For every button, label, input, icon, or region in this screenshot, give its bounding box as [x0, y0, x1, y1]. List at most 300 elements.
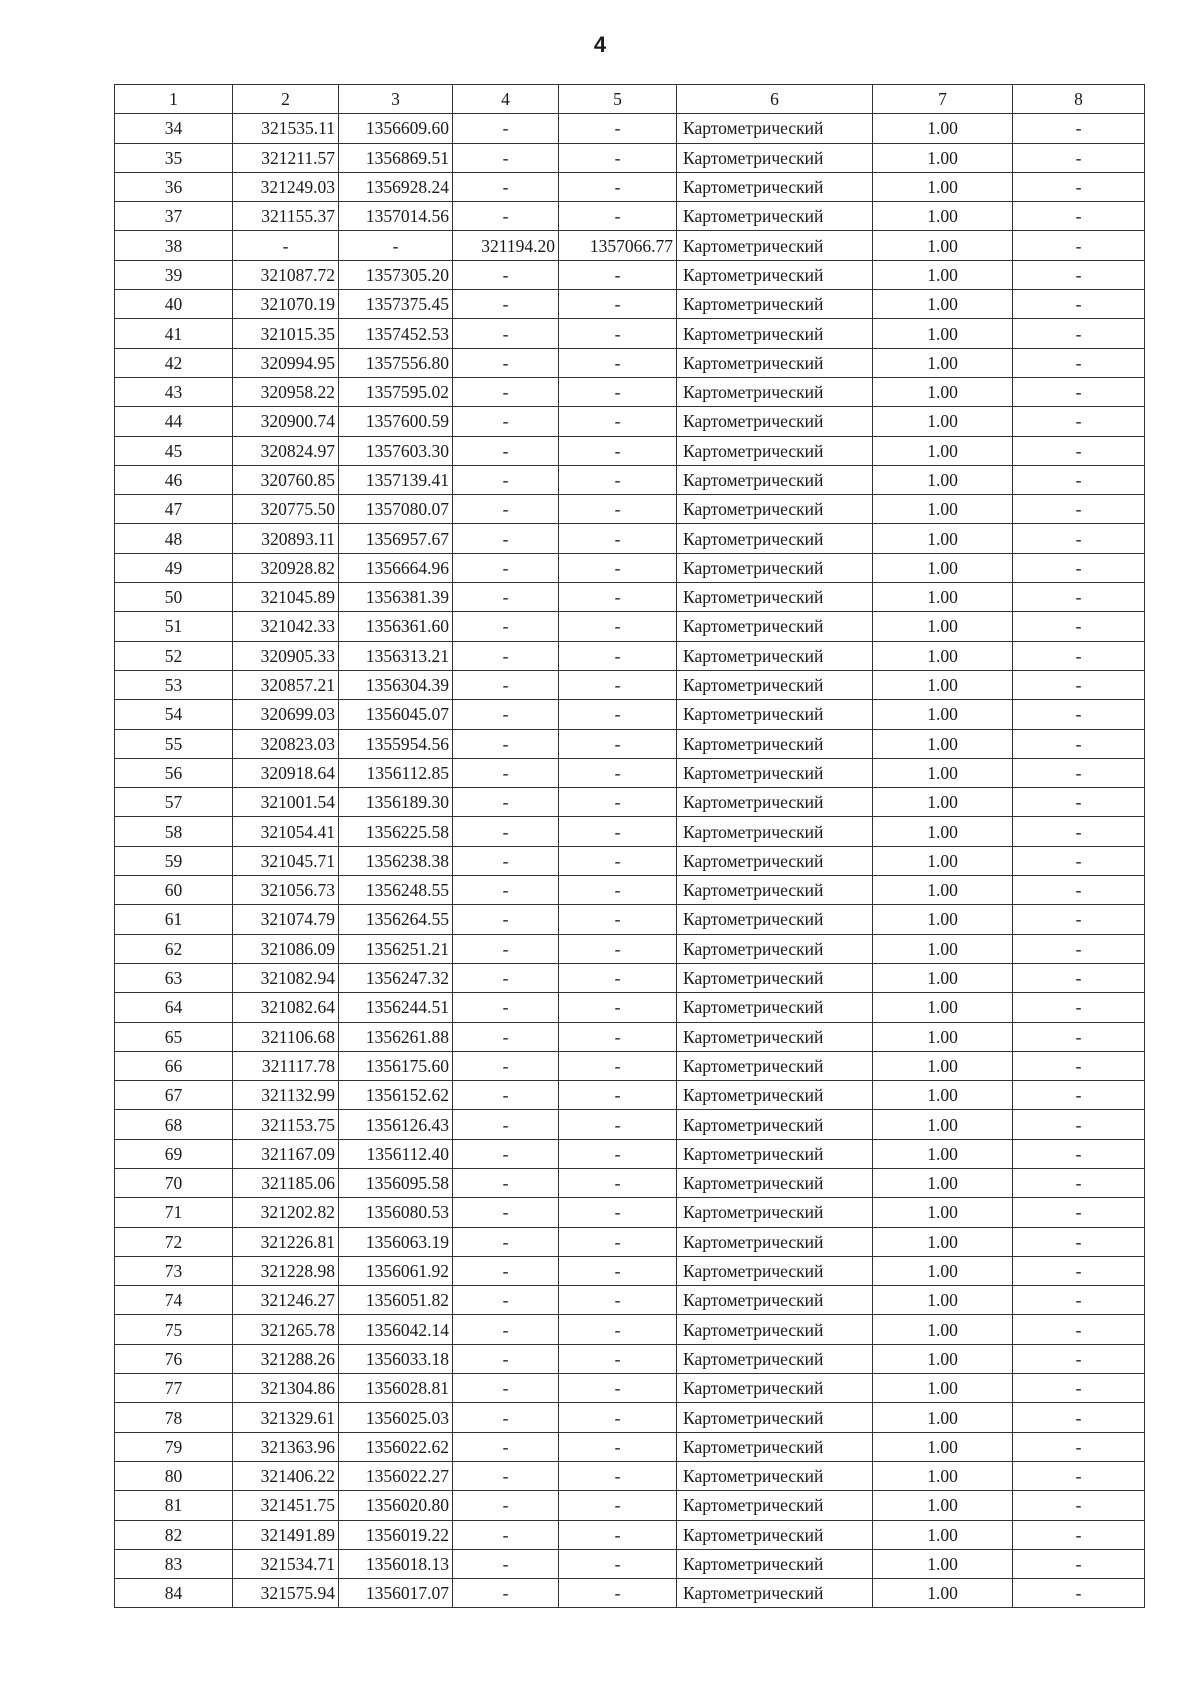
cell-point-number: 57: [115, 788, 233, 817]
cell-y-coordinate-alt: -: [559, 905, 677, 934]
cell-x-coordinate-alt: -: [453, 407, 559, 436]
cell-accuracy: 1.00: [873, 231, 1013, 260]
table-row: [115, 729, 1145, 758]
cell-method: Картометрический: [677, 436, 873, 465]
cell-y-coordinate-alt: -: [559, 993, 677, 1022]
table-row: [115, 1461, 1145, 1490]
cell-accuracy: 1.00: [873, 202, 1013, 231]
cell-accuracy: 1.00: [873, 993, 1013, 1022]
cell-point-number: 43: [115, 377, 233, 406]
cell-x-coordinate-alt: -: [453, 846, 559, 875]
table-row: [115, 377, 1145, 406]
cell-y-coordinate: 1357375.45: [339, 290, 453, 319]
cell-accuracy: 1.00: [873, 407, 1013, 436]
table-row: [115, 465, 1145, 494]
cell-x-coordinate: 320900.74: [233, 407, 339, 436]
cell-y-coordinate-alt: -: [559, 1432, 677, 1461]
table-row: [115, 817, 1145, 846]
cell-method: Картометрический: [677, 670, 873, 699]
cell-point-number: 35: [115, 143, 233, 172]
cell-y-coordinate-alt: -: [559, 1022, 677, 1051]
cell-description: -: [1013, 290, 1145, 319]
cell-x-coordinate: 321045.71: [233, 846, 339, 875]
table-row: [115, 524, 1145, 553]
cell-description: -: [1013, 1432, 1145, 1461]
cell-x-coordinate-alt: -: [453, 114, 559, 143]
table-row: [115, 583, 1145, 612]
cell-point-number: 81: [115, 1491, 233, 1520]
cell-description: -: [1013, 788, 1145, 817]
cell-y-coordinate: 1356247.32: [339, 963, 453, 992]
cell-y-coordinate: 1356244.51: [339, 993, 453, 1022]
cell-accuracy: 1.00: [873, 172, 1013, 201]
cell-description: -: [1013, 700, 1145, 729]
cell-y-coordinate-alt: -: [559, 641, 677, 670]
column-header-7: 7: [873, 85, 1013, 114]
cell-y-coordinate-alt: -: [559, 1139, 677, 1168]
cell-y-coordinate-alt: -: [559, 1315, 677, 1344]
cell-y-coordinate: 1356126.43: [339, 1110, 453, 1139]
cell-accuracy: 1.00: [873, 1227, 1013, 1256]
cell-x-coordinate: 321246.27: [233, 1286, 339, 1315]
cell-x-coordinate: 321211.57: [233, 143, 339, 172]
cell-accuracy: 1.00: [873, 114, 1013, 143]
cell-description: -: [1013, 963, 1145, 992]
cell-point-number: 47: [115, 495, 233, 524]
table-row: [115, 202, 1145, 231]
cell-description: -: [1013, 1110, 1145, 1139]
table-row: [115, 1520, 1145, 1549]
cell-accuracy: 1.00: [873, 1579, 1013, 1608]
cell-y-coordinate-alt: -: [559, 1168, 677, 1197]
cell-x-coordinate-alt: -: [453, 1520, 559, 1549]
cell-x-coordinate: 321082.94: [233, 963, 339, 992]
cell-description: -: [1013, 1198, 1145, 1227]
cell-x-coordinate-alt: -: [453, 641, 559, 670]
cell-x-coordinate: 320905.33: [233, 641, 339, 670]
cell-point-number: 80: [115, 1461, 233, 1490]
cell-y-coordinate-alt: -: [559, 1286, 677, 1315]
cell-point-number: 42: [115, 348, 233, 377]
cell-accuracy: 1.00: [873, 1491, 1013, 1520]
cell-method: Картометрический: [677, 817, 873, 846]
cell-y-coordinate: 1356033.18: [339, 1344, 453, 1373]
cell-method: Картометрический: [677, 934, 873, 963]
cell-x-coordinate-alt: -: [453, 788, 559, 817]
cell-x-coordinate: 321070.19: [233, 290, 339, 319]
table-header-row: [115, 85, 1145, 114]
cell-description: -: [1013, 1374, 1145, 1403]
cell-description: -: [1013, 202, 1145, 231]
cell-y-coordinate: 1356313.21: [339, 641, 453, 670]
cell-y-coordinate: 1356225.58: [339, 817, 453, 846]
cell-accuracy: 1.00: [873, 1461, 1013, 1490]
cell-accuracy: 1.00: [873, 1081, 1013, 1110]
cell-x-coordinate: 321202.82: [233, 1198, 339, 1227]
cell-y-coordinate-alt: -: [559, 1579, 677, 1608]
cell-y-coordinate: 1357305.20: [339, 260, 453, 289]
cell-point-number: 54: [115, 700, 233, 729]
cell-point-number: 70: [115, 1168, 233, 1197]
cell-accuracy: 1.00: [873, 1374, 1013, 1403]
cell-y-coordinate: 1356869.51: [339, 143, 453, 172]
cell-x-coordinate-alt: -: [453, 1081, 559, 1110]
cell-method: Картометрический: [677, 876, 873, 905]
cell-x-coordinate-alt: -: [453, 1256, 559, 1285]
cell-accuracy: 1.00: [873, 1520, 1013, 1549]
table-row: [115, 846, 1145, 875]
table-row: [115, 1139, 1145, 1168]
cell-y-coordinate-alt: -: [559, 319, 677, 348]
cell-method: Картометрический: [677, 993, 873, 1022]
cell-y-coordinate-alt: -: [559, 876, 677, 905]
cell-accuracy: 1.00: [873, 436, 1013, 465]
cell-method: Картометрический: [677, 260, 873, 289]
cell-point-number: 67: [115, 1081, 233, 1110]
cell-method: Картометрический: [677, 612, 873, 641]
cell-y-coordinate: 1356304.39: [339, 670, 453, 699]
cell-method: Картометрический: [677, 788, 873, 817]
cell-x-coordinate-alt: -: [453, 319, 559, 348]
table-row: [115, 1579, 1145, 1608]
cell-description: -: [1013, 876, 1145, 905]
table-row: [115, 231, 1145, 260]
cell-accuracy: 1.00: [873, 583, 1013, 612]
cell-method: Картометрический: [677, 1110, 873, 1139]
cell-x-coordinate-alt: -: [453, 1139, 559, 1168]
cell-description: -: [1013, 143, 1145, 172]
cell-x-coordinate: 320928.82: [233, 553, 339, 582]
cell-method: Картометрический: [677, 1461, 873, 1490]
cell-x-coordinate: 321491.89: [233, 1520, 339, 1549]
cell-x-coordinate: 320994.95: [233, 348, 339, 377]
cell-x-coordinate: 321265.78: [233, 1315, 339, 1344]
cell-method: Картометрический: [677, 1520, 873, 1549]
cell-x-coordinate-alt: -: [453, 700, 559, 729]
cell-x-coordinate: 321117.78: [233, 1051, 339, 1080]
cell-method: Картометрический: [677, 1168, 873, 1197]
cell-description: -: [1013, 1081, 1145, 1110]
table-row: [115, 172, 1145, 201]
cell-y-coordinate-alt: -: [559, 348, 677, 377]
cell-accuracy: 1.00: [873, 1168, 1013, 1197]
cell-y-coordinate-alt: -: [559, 729, 677, 758]
cell-method: Картометрический: [677, 114, 873, 143]
cell-y-coordinate-alt: -: [559, 963, 677, 992]
cell-point-number: 62: [115, 934, 233, 963]
cell-point-number: 69: [115, 1139, 233, 1168]
cell-y-coordinate: 1356025.03: [339, 1403, 453, 1432]
coordinates-table: [114, 84, 1145, 1608]
cell-point-number: 76: [115, 1344, 233, 1373]
cell-method: Картометрический: [677, 1139, 873, 1168]
cell-point-number: 37: [115, 202, 233, 231]
column-header-3: 3: [339, 85, 453, 114]
cell-y-coordinate: 1356261.88: [339, 1022, 453, 1051]
cell-description: -: [1013, 583, 1145, 612]
cell-point-number: 52: [115, 641, 233, 670]
cell-point-number: 73: [115, 1256, 233, 1285]
cell-point-number: 46: [115, 465, 233, 494]
cell-y-coordinate: 1357452.53: [339, 319, 453, 348]
table-row: [115, 670, 1145, 699]
cell-x-coordinate: 321288.26: [233, 1344, 339, 1373]
table-row: [115, 1432, 1145, 1461]
cell-y-coordinate-alt: -: [559, 114, 677, 143]
cell-x-coordinate-alt: -: [453, 524, 559, 553]
cell-accuracy: 1.00: [873, 788, 1013, 817]
cell-y-coordinate-alt: -: [559, 758, 677, 787]
cell-description: -: [1013, 1022, 1145, 1051]
table-row: [115, 993, 1145, 1022]
cell-accuracy: 1.00: [873, 377, 1013, 406]
cell-point-number: 84: [115, 1579, 233, 1608]
cell-y-coordinate: 1356020.80: [339, 1491, 453, 1520]
cell-y-coordinate-alt: -: [559, 700, 677, 729]
cell-point-number: 40: [115, 290, 233, 319]
cell-point-number: 61: [115, 905, 233, 934]
cell-x-coordinate-alt: -: [453, 993, 559, 1022]
cell-x-coordinate: 321087.72: [233, 260, 339, 289]
cell-point-number: 58: [115, 817, 233, 846]
cell-description: -: [1013, 1491, 1145, 1520]
cell-y-coordinate-alt: -: [559, 1374, 677, 1403]
cell-accuracy: 1.00: [873, 348, 1013, 377]
cell-x-coordinate-alt: -: [453, 1491, 559, 1520]
cell-x-coordinate-alt: -: [453, 260, 559, 289]
cell-accuracy: 1.00: [873, 553, 1013, 582]
cell-y-coordinate-alt: -: [559, 846, 677, 875]
cell-y-coordinate-alt: -: [559, 436, 677, 465]
cell-point-number: 71: [115, 1198, 233, 1227]
cell-x-coordinate: -: [233, 231, 339, 260]
cell-method: Картометрический: [677, 1227, 873, 1256]
cell-method: Картометрический: [677, 319, 873, 348]
cell-x-coordinate-alt: -: [453, 172, 559, 201]
cell-x-coordinate: 321451.75: [233, 1491, 339, 1520]
cell-accuracy: 1.00: [873, 143, 1013, 172]
cell-y-coordinate-alt: -: [559, 612, 677, 641]
cell-x-coordinate-alt: -: [453, 583, 559, 612]
table-row: [115, 319, 1145, 348]
cell-description: -: [1013, 1139, 1145, 1168]
cell-point-number: 41: [115, 319, 233, 348]
cell-x-coordinate-alt: -: [453, 348, 559, 377]
cell-method: Картометрический: [677, 1579, 873, 1608]
cell-point-number: 39: [115, 260, 233, 289]
cell-x-coordinate: 321534.71: [233, 1549, 339, 1578]
cell-method: Картометрический: [677, 495, 873, 524]
cell-y-coordinate-alt: -: [559, 1110, 677, 1139]
cell-point-number: 82: [115, 1520, 233, 1549]
cell-y-coordinate-alt: -: [559, 553, 677, 582]
cell-x-coordinate: 321575.94: [233, 1579, 339, 1608]
cell-y-coordinate-alt: -: [559, 1051, 677, 1080]
cell-method: Картометрический: [677, 202, 873, 231]
cell-description: -: [1013, 1168, 1145, 1197]
cell-x-coordinate-alt: -: [453, 1168, 559, 1197]
cell-accuracy: 1.00: [873, 758, 1013, 787]
cell-description: -: [1013, 729, 1145, 758]
cell-x-coordinate-alt: -: [453, 1374, 559, 1403]
cell-method: Картометрический: [677, 290, 873, 319]
cell-y-coordinate: 1356381.39: [339, 583, 453, 612]
cell-method: Картометрический: [677, 143, 873, 172]
cell-point-number: 45: [115, 436, 233, 465]
cell-y-coordinate: 1356928.24: [339, 172, 453, 201]
cell-y-coordinate: 1356175.60: [339, 1051, 453, 1080]
cell-point-number: 49: [115, 553, 233, 582]
cell-description: -: [1013, 993, 1145, 1022]
cell-x-coordinate-alt: -: [453, 934, 559, 963]
cell-method: Картометрический: [677, 1344, 873, 1373]
cell-point-number: 63: [115, 963, 233, 992]
table-row: [115, 1168, 1145, 1197]
cell-y-coordinate: 1357556.80: [339, 348, 453, 377]
page-number: 4: [593, 32, 607, 57]
cell-point-number: 72: [115, 1227, 233, 1256]
cell-description: -: [1013, 934, 1145, 963]
cell-x-coordinate-alt: -: [453, 1227, 559, 1256]
cell-method: Картометрический: [677, 348, 873, 377]
table-row: [115, 1344, 1145, 1373]
cell-x-coordinate: 320699.03: [233, 700, 339, 729]
cell-description: -: [1013, 1227, 1145, 1256]
cell-point-number: 77: [115, 1374, 233, 1403]
cell-x-coordinate-alt: -: [453, 817, 559, 846]
cell-x-coordinate-alt: 321194.20: [453, 231, 559, 260]
cell-y-coordinate-alt: -: [559, 465, 677, 494]
cell-description: -: [1013, 758, 1145, 787]
column-header-1: 1: [115, 85, 233, 114]
cell-x-coordinate: 321535.11: [233, 114, 339, 143]
cell-method: Картометрический: [677, 1432, 873, 1461]
cell-x-coordinate-alt: -: [453, 1110, 559, 1139]
table-row: [115, 700, 1145, 729]
cell-y-coordinate: 1356022.27: [339, 1461, 453, 1490]
cell-description: -: [1013, 1344, 1145, 1373]
cell-description: -: [1013, 1461, 1145, 1490]
table-row: [115, 1549, 1145, 1578]
cell-method: Картометрический: [677, 1315, 873, 1344]
cell-x-coordinate-alt: -: [453, 729, 559, 758]
cell-y-coordinate-alt: -: [559, 934, 677, 963]
cell-x-coordinate: 321226.81: [233, 1227, 339, 1256]
cell-x-coordinate-alt: -: [453, 1549, 559, 1578]
cell-y-coordinate: 1356063.19: [339, 1227, 453, 1256]
column-header-2: 2: [233, 85, 339, 114]
table-body: [115, 114, 1145, 1608]
cell-y-coordinate: 1357603.30: [339, 436, 453, 465]
cell-description: -: [1013, 114, 1145, 143]
table-row: [115, 963, 1145, 992]
cell-method: Картометрический: [677, 1491, 873, 1520]
cell-y-coordinate: 1356238.38: [339, 846, 453, 875]
cell-y-coordinate-alt: -: [559, 817, 677, 846]
cell-x-coordinate: 321185.06: [233, 1168, 339, 1197]
cell-accuracy: 1.00: [873, 260, 1013, 289]
cell-accuracy: 1.00: [873, 641, 1013, 670]
cell-point-number: 66: [115, 1051, 233, 1080]
cell-accuracy: 1.00: [873, 876, 1013, 905]
cell-y-coordinate-alt: -: [559, 377, 677, 406]
cell-point-number: 75: [115, 1315, 233, 1344]
table-row: [115, 436, 1145, 465]
table-row: [115, 934, 1145, 963]
cell-x-coordinate: 321329.61: [233, 1403, 339, 1432]
cell-point-number: 64: [115, 993, 233, 1022]
table-row: [115, 1081, 1145, 1110]
cell-x-coordinate-alt: -: [453, 1286, 559, 1315]
cell-accuracy: 1.00: [873, 465, 1013, 494]
cell-x-coordinate-alt: -: [453, 290, 559, 319]
column-header-5: 5: [559, 85, 677, 114]
cell-method: Картометрический: [677, 1549, 873, 1578]
cell-y-coordinate-alt: -: [559, 670, 677, 699]
cell-accuracy: 1.00: [873, 905, 1013, 934]
cell-y-coordinate-alt: -: [559, 407, 677, 436]
cell-description: -: [1013, 1403, 1145, 1432]
cell-accuracy: 1.00: [873, 319, 1013, 348]
table-row: [115, 641, 1145, 670]
cell-y-coordinate: 1356112.40: [339, 1139, 453, 1168]
table-row: [115, 495, 1145, 524]
cell-description: -: [1013, 553, 1145, 582]
cell-method: Картометрический: [677, 583, 873, 612]
cell-description: -: [1013, 846, 1145, 875]
cell-x-coordinate-alt: -: [453, 905, 559, 934]
cell-x-coordinate: 321001.54: [233, 788, 339, 817]
cell-x-coordinate: 321042.33: [233, 612, 339, 641]
cell-accuracy: 1.00: [873, 934, 1013, 963]
cell-x-coordinate: 321228.98: [233, 1256, 339, 1285]
cell-x-coordinate: 320775.50: [233, 495, 339, 524]
cell-y-coordinate-alt: -: [559, 1403, 677, 1432]
cell-method: Картометрический: [677, 758, 873, 787]
table-row: [115, 905, 1145, 934]
cell-x-coordinate-alt: -: [453, 377, 559, 406]
cell-x-coordinate-alt: -: [453, 1315, 559, 1344]
cell-x-coordinate-alt: -: [453, 876, 559, 905]
cell-accuracy: 1.00: [873, 612, 1013, 641]
cell-x-coordinate: 321054.41: [233, 817, 339, 846]
cell-x-coordinate: 321304.86: [233, 1374, 339, 1403]
cell-x-coordinate: 321045.89: [233, 583, 339, 612]
cell-x-coordinate: 321056.73: [233, 876, 339, 905]
cell-accuracy: 1.00: [873, 1344, 1013, 1373]
cell-y-coordinate: 1356664.96: [339, 553, 453, 582]
cell-accuracy: 1.00: [873, 846, 1013, 875]
cell-accuracy: 1.00: [873, 1139, 1013, 1168]
cell-x-coordinate: 321132.99: [233, 1081, 339, 1110]
table-row: [115, 1227, 1145, 1256]
column-header-6: 6: [677, 85, 873, 114]
cell-accuracy: 1.00: [873, 1549, 1013, 1578]
table-row: [115, 1110, 1145, 1139]
cell-x-coordinate: 320857.21: [233, 670, 339, 699]
cell-y-coordinate-alt: -: [559, 1549, 677, 1578]
cell-y-coordinate: 1356112.85: [339, 758, 453, 787]
cell-point-number: 59: [115, 846, 233, 875]
column-header-4: 4: [453, 85, 559, 114]
cell-point-number: 56: [115, 758, 233, 787]
cell-x-coordinate-alt: -: [453, 553, 559, 582]
cell-y-coordinate-alt: -: [559, 1081, 677, 1110]
cell-accuracy: 1.00: [873, 1403, 1013, 1432]
cell-method: Картометрический: [677, 700, 873, 729]
cell-method: Картометрический: [677, 553, 873, 582]
cell-y-coordinate-alt: -: [559, 1227, 677, 1256]
